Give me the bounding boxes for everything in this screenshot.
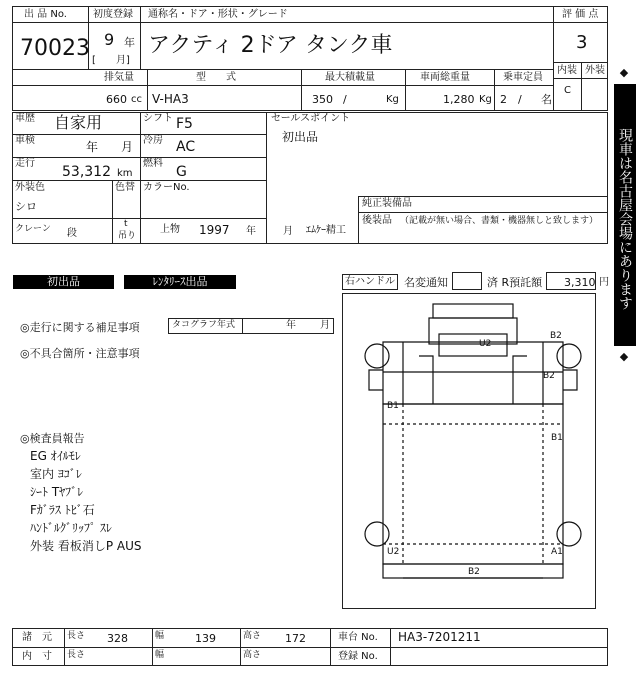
mark-b2-right-upper: B2 — [550, 331, 562, 341]
color: シロ — [15, 200, 37, 213]
lot-no: 70023 — [20, 36, 90, 61]
mark-b2-bottom: B2 — [468, 567, 480, 577]
height-label: 高さ — [243, 631, 262, 641]
max-load: 350 — [312, 93, 333, 106]
crane-hanging: 吊り — [118, 231, 137, 241]
history-label: 車歴 — [15, 113, 35, 124]
side-diamond-bottom: ◆ — [619, 350, 629, 363]
mileage: 53,312 — [62, 164, 111, 180]
interior-label: 内装 — [557, 65, 577, 76]
tach-month-unit: 月 — [320, 320, 330, 331]
km-unit: km — [117, 168, 133, 179]
vehicle-diagram — [342, 293, 596, 609]
equipment-label: 純正装備品 — [362, 198, 412, 209]
tachograph-label: タコグラフ年式 — [172, 320, 236, 330]
interior-width-label: 幅 — [155, 650, 165, 660]
mark-a1-bottom-right: A1 — [551, 547, 563, 557]
first-reg-label: 初度登録 — [93, 9, 133, 20]
inspection-month-unit: 月 — [121, 140, 134, 154]
tach-year-unit: 年 — [286, 320, 296, 331]
inspection-year-unit: 年 — [86, 140, 99, 154]
defects-label: ◎不具合箇所・注意事項 — [20, 347, 140, 360]
gross-weight-label: 車両総重量 — [420, 72, 470, 83]
inspector-item: EG ｵｲﾙﾓﾚ — [30, 449, 81, 463]
chassis: HA3-7201211 — [398, 630, 481, 644]
mark-b1-left: B1 — [387, 401, 399, 411]
length: 328 — [107, 632, 128, 645]
gross-weight: 1,280 — [443, 93, 475, 106]
aircon-label: 冷房 — [143, 135, 163, 146]
interior-dim-label: 内 寸 — [22, 651, 52, 662]
driving-notes-label: ◎走行に関する補足事項 — [20, 321, 140, 334]
crane-ton: t — [124, 219, 128, 229]
fuel-label: 燃料 — [143, 158, 163, 169]
side-banner — [614, 84, 636, 346]
capacity-label: 乗車定員 — [503, 72, 543, 83]
retrofit-label: 後装品 — [362, 215, 392, 226]
model-type: V-HA3 — [152, 92, 189, 106]
interior-grade: C — [564, 85, 571, 96]
inspector-item: Fｶﾞﾗｽ ﾄﾋﾞ石 — [30, 503, 95, 517]
color-code-label: カラーNo. — [143, 182, 190, 193]
capacity-unit: 名 — [541, 93, 552, 106]
vehicle-diagram-svg — [343, 294, 595, 608]
width: 139 — [195, 632, 216, 645]
model-name: アクティ 2ドア タンク車 — [148, 33, 393, 58]
exterior-label: 外装 — [585, 65, 605, 76]
aircon: AC — [176, 139, 196, 155]
displacement-label: 排気量 — [104, 72, 134, 83]
inspector-item: ﾊﾝﾄﾞﾙｸﾞﾘｯﾌﾟ ｽﾚ — [30, 521, 112, 535]
capacity: 2 — [500, 93, 507, 106]
body-year-unit: 年 — [246, 226, 256, 237]
inspection-label: 車検 — [15, 135, 35, 146]
name-change-label: 名変通知 — [404, 276, 448, 289]
mark-u2-top: U2 — [479, 339, 492, 349]
first-reg-bracket: [ — [92, 55, 96, 66]
first-reg-year: 9 — [104, 30, 115, 49]
capacity-slash: / — [518, 93, 522, 106]
gross-weight-unit: Kg — [479, 94, 492, 105]
spec-label: 諸 元 — [22, 632, 52, 643]
body-year: 1997 — [199, 223, 230, 237]
right-hand: 右ハンドル — [345, 276, 395, 287]
displacement: 660 — [106, 93, 127, 106]
name-change-box — [452, 272, 482, 290]
history: 自家用 — [54, 113, 103, 132]
side-banner-text: 現車は名古屋会場にあります — [617, 128, 633, 310]
height: 172 — [285, 632, 306, 645]
max-load-unit: Kg — [386, 94, 399, 105]
eval-label: 評 価 点 — [562, 9, 599, 20]
max-load-label: 最大積載量 — [325, 72, 375, 83]
cc-unit: cc — [131, 94, 142, 105]
fuel: G — [176, 164, 187, 180]
first-reg-month: 月] — [116, 55, 130, 66]
model-type-label: 型 式 — [196, 72, 236, 83]
mark-b2-right-lower: B2 — [543, 371, 555, 381]
side-diamond-top: ◆ — [619, 66, 629, 79]
crane-label: クレーン — [15, 224, 51, 234]
chassis-label: 車台 No. — [338, 632, 378, 643]
eval-score: 3 — [576, 32, 588, 53]
inspector-item: 室内 ﾖｺﾞﾚ — [30, 467, 82, 481]
first-reg-year-unit: 年 — [124, 36, 135, 49]
sales-point: 初出品 — [282, 130, 319, 144]
body-month-unit: 月 — [283, 226, 293, 237]
crane-dan: 段 — [67, 228, 77, 239]
recycle-label: 済 R預託額 — [487, 276, 543, 289]
reg-no-label: 登録 No. — [338, 651, 378, 662]
body-label: 上物 — [160, 224, 180, 235]
interior-length-label: 長さ — [67, 650, 86, 660]
mark-b1-right: B1 — [551, 433, 563, 443]
rental-badge: ﾚﾝﾀﾘｰｽ出品 — [124, 275, 236, 289]
inspector-item: ｼｰﾄ Tﾔﾌﾞﾚ — [30, 485, 84, 499]
retrofit-note: （記載が無い場合、書類・機器無しと致します） — [400, 216, 599, 226]
inspector-item: 外装 看板消しP AUS — [30, 539, 142, 553]
color-label: 外装色 — [15, 182, 45, 193]
mark-u2-bottom-left: U2 — [387, 547, 400, 557]
model-name-label: 通称名・ドア・形状・グレード — [148, 9, 288, 20]
recycle-amount: 3,310 — [564, 276, 596, 289]
yen-unit: 円 — [599, 277, 609, 288]
body-maker: ｴﾑｹｰ精工 — [306, 225, 346, 236]
lot-no-label: 出 品 No. — [24, 9, 67, 20]
interior-height-label: 高さ — [243, 650, 262, 660]
sales-point-label: セールスポイント — [271, 113, 351, 124]
length-label: 長さ — [67, 631, 86, 641]
max-load-slash: / — [343, 93, 347, 106]
width-label: 幅 — [155, 631, 165, 641]
shift: F5 — [176, 116, 193, 132]
mileage-label: 走行 — [15, 158, 35, 169]
first-listing-badge: 初出品 — [13, 275, 114, 289]
inspector-label: ◎検査員報告 — [20, 432, 85, 445]
shift-label: シフト — [143, 113, 173, 124]
color-change-label: 色替 — [115, 182, 135, 193]
